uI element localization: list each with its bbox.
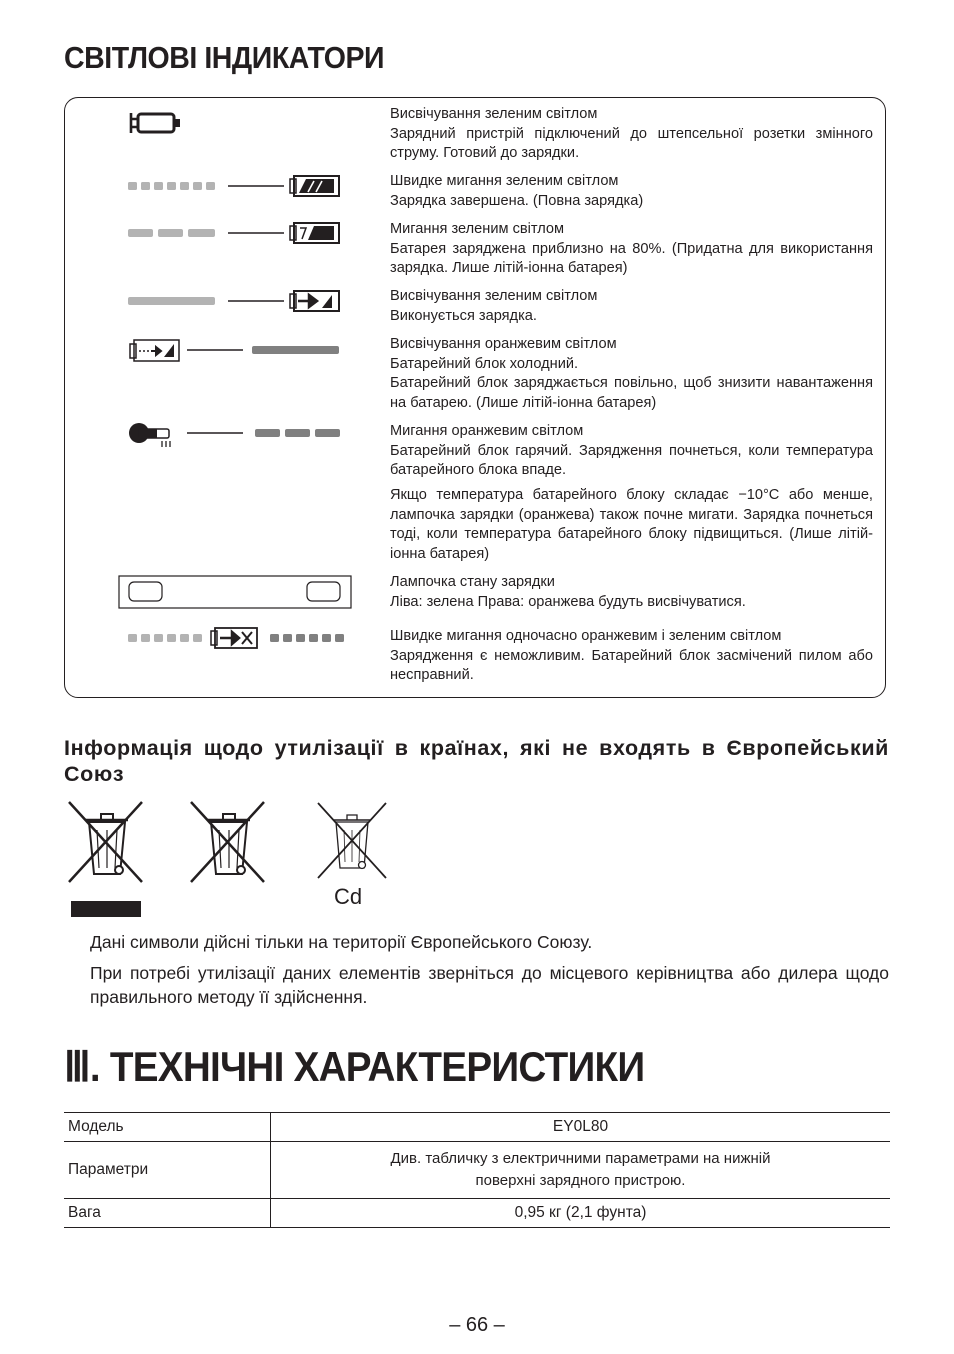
eu-paragraph-2: При потребі утилізації даних елементів зверніться до місцевого керівництва або дилера щодо правильного методу її здійснення. [90, 963, 889, 1007]
indicator-text-8: Лампочка стану зарядки Ліва: зелена Права: оранжева будуть висвічуватися. [390, 574, 746, 610]
indicator-text-1: Висвічування зеленим світлом Зарядний пристрій підключений до штепсельної розетки змінного струму. Готовий до зарядки. [390, 106, 873, 161]
indicator-text-6: Мигання оранжевим світлом Батарейний блок гарячий. Зарядження почнеться, коли температура батарейного блока впаде. [390, 423, 873, 478]
spec-table [64, 1112, 890, 1228]
charge-status-lamps-icon [118, 575, 354, 611]
crossed-bin-icon [186, 800, 272, 890]
charging-battery-icon [128, 290, 342, 314]
blink-80-battery-icon [128, 222, 342, 246]
indicator-text-7: Якщо температура батарейного блоку складає −10°C або менше, лампочка зарядки (оранжева) також почне мигати. Зарядка почнеться тоді, коли температура батарейного блоку підвищиться. (Лише літій-іонна батарея) [390, 487, 873, 562]
indicator-text-5: Висвічування оранжевим світлом Батарейний блок холодний. Батарейний блок заряджається повільно, щоб знизити навантаження на батарею. (Лише літій-іонна батарея) [390, 336, 873, 411]
fault-battery-icon [128, 627, 344, 651]
cd-label: Cd [334, 884, 363, 909]
table-row [64, 1113, 890, 1142]
spec-value-parameters-text: Див. табличку з електричними параметрами на нижній поверхні зарядного пристрою. [390, 1150, 771, 1189]
eu-paragraph-1: Дані символи дійсні тільки на території Європейського Союзу. [90, 932, 593, 952]
indicator-text-4: Висвічування зеленим світлом Виконується зарядка. [390, 288, 598, 324]
spec-label-model: Модель [64, 1113, 271, 1142]
cold-battery-icon [128, 338, 342, 364]
section-title: СВІТЛОВІ ІНДИКАТОРИ [64, 40, 385, 75]
indicator-text-2: Швидке мигання зеленим світлом Зарядка завершена. (Повна зарядка) [390, 173, 644, 209]
fast-blink-full-battery-icon [128, 175, 342, 199]
crossed-bin-with-bar-icon [64, 800, 150, 920]
spec-value-parameters [271, 1142, 891, 1199]
spec-label-weight: Вага [64, 1199, 271, 1228]
spec-value-model: EY0L80 [271, 1113, 891, 1142]
indicator-text-9: Швидке мигання одночасно оранжевим і зеленим світлом Зарядження є неможливим. Батарейний блок засмічений пилом або несправний. [390, 628, 873, 683]
page-number: – 66 – [449, 1314, 505, 1336]
indicator-text-3: Мигання зеленим світлом Батарея заряджена приблизно на 80%. (Придатна для використання зарядка. Лише літій-іонна батарея) [390, 221, 873, 276]
crossed-bin-cd-icon [314, 800, 390, 882]
spec-label-parameters: Параметри [64, 1142, 271, 1199]
table-row [64, 1142, 890, 1199]
eu-disposal-heading: Інформація щодо утилізації в країнах, які не входять в Європейський Союз [64, 736, 889, 786]
plug-icon [128, 108, 184, 138]
table-row [64, 1199, 890, 1228]
spec-title: Ⅲ. ТЕХНІЧНІ ХАРАКТЕРИСТИКИ [64, 1043, 645, 1090]
hot-battery-icon [128, 420, 342, 450]
spec-value-weight: 0,95 кг (2,1 фунта) [271, 1199, 891, 1228]
